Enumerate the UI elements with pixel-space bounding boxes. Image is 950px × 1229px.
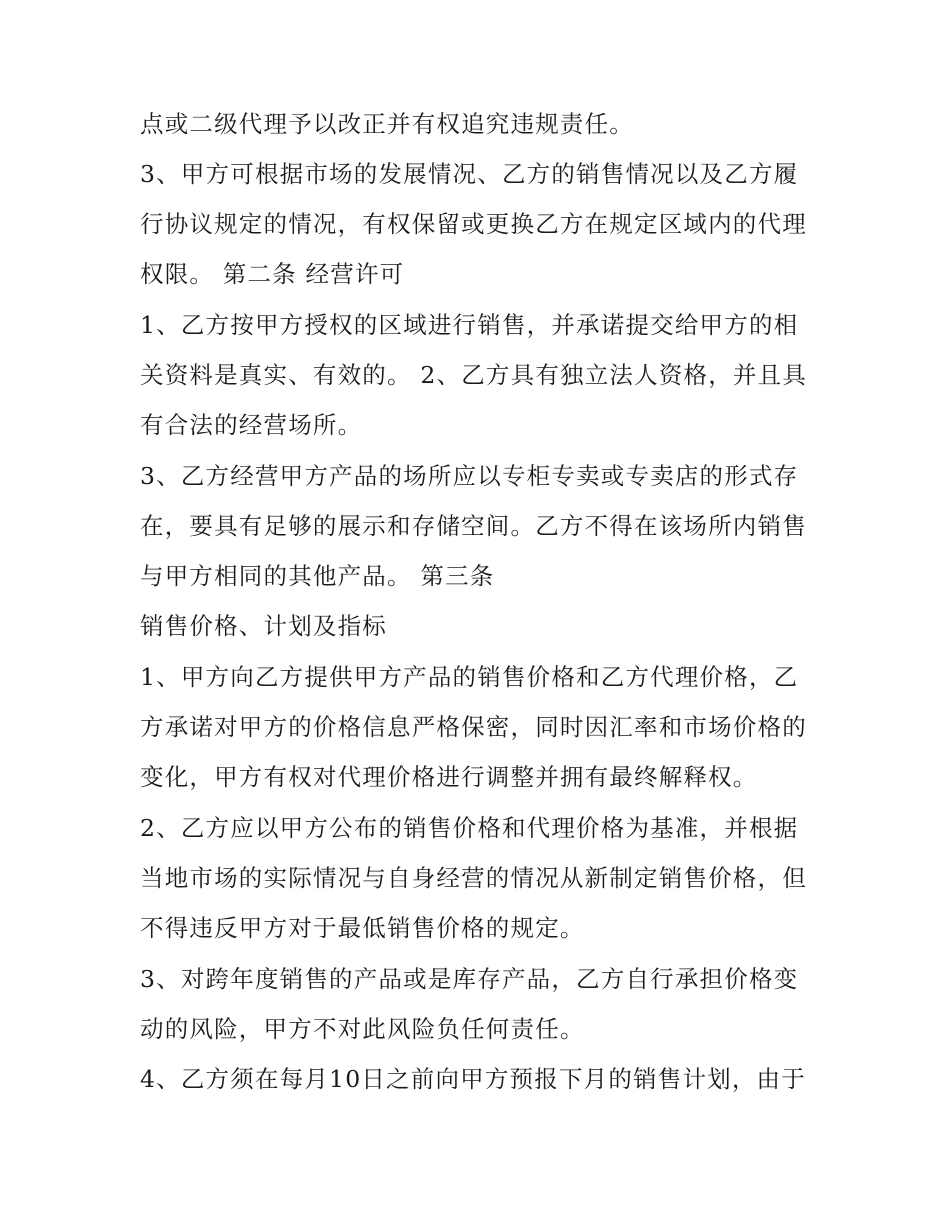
text-line: 3、对跨年度销售的产品或是库存产品，乙方自行承担价格变: [140, 965, 799, 993]
text-line: 1、甲方向乙方提供甲方产品的销售价格和乙方代理价格，乙: [140, 663, 799, 691]
text-line: 2、乙方应以甲方公布的销售价格和代理价格为基准，并根据: [140, 814, 799, 842]
text-line: 1、乙方按甲方授权的区域进行销售，并承诺提交给甲方的相: [140, 311, 799, 339]
text-line: 动的风险，甲方不对此风险负任何责任。: [140, 1015, 585, 1043]
text-line: 点或二级代理予以改正并有权追究违规责任。: [140, 110, 634, 138]
text-line: 当地市场的实际情况与自身经营的情况从新制定销售价格，但: [140, 864, 807, 892]
text-line: 不得违反甲方对于最低销售价格的规定。: [140, 914, 585, 942]
text-line: 4、乙方须在每月10日之前向甲方预报下月的销售计划，由于: [140, 1065, 806, 1093]
text-line: 权限。 第二条 经营许可: [140, 260, 405, 288]
text-line: 与甲方相同的其他产品。 第三条: [140, 562, 495, 590]
section-heading: 销售价格、计划及指标: [140, 612, 387, 640]
text-line: 有合法的经营场所。: [140, 411, 363, 439]
text-line: 方承诺对甲方的价格信息严格保密，同时因汇率和市场价格的: [140, 713, 807, 741]
text-line: 在，要具有足够的展示和存储空间。乙方不得在该场所内销售: [140, 512, 807, 540]
text-line: 行协议规定的情况，有权保留或更换乙方在规定区域内的代理: [140, 210, 807, 238]
text-line: 3、乙方经营甲方产品的场所应以专柜专卖或专卖店的形式存: [140, 462, 799, 490]
text-line: 变化，甲方有权对代理价格进行调整并拥有最终解释权。: [140, 763, 758, 791]
text-line: 关资料是真实、有效的。 2、乙方具有独立法人资格，并且具: [140, 361, 808, 389]
text-line: 3、甲方可根据市场的发展情况、乙方的销售情况以及乙方履: [140, 160, 799, 188]
